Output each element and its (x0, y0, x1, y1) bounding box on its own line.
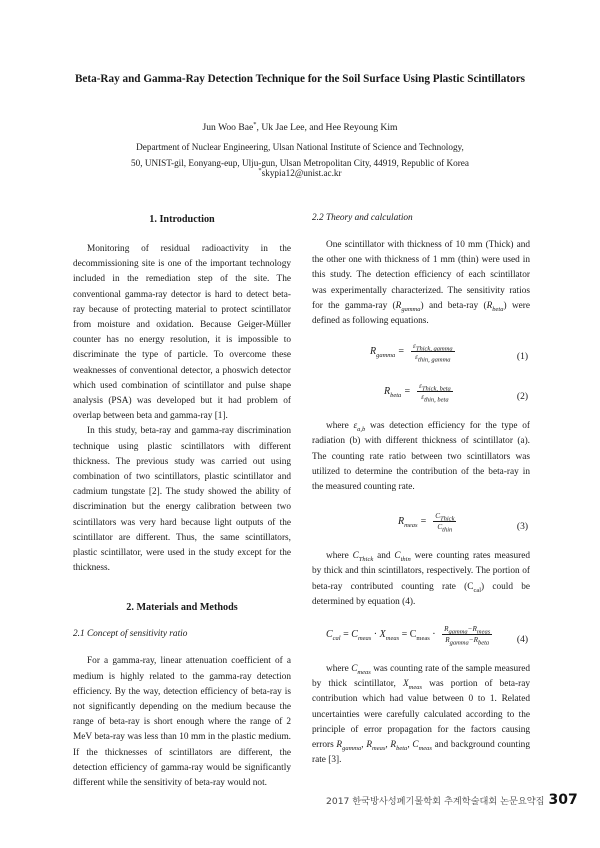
equation-1-label: (1) (516, 352, 528, 363)
intro-paragraph-1: Monitoring of residual radioactivity in the decommissioning site is one of the important technology included in the remediation step of the site. The conventional gamma-ray detector is hard to detect beta-ray because of protecting material to protect scintillator from moisture and oxidation. Because Geiger-Müller counter has no energy resolution, it is impossible to discriminate the type of particle. To overcome these weaknesses of conventional detector, a phoswich detector which used combination of scintillator and pulse shape analysis (PSA) was developed but it had problem of overlap between beta and gamma-ray [1]. (73, 244, 291, 422)
subsection-heading-2-2: 2.2 Theory and calculation (312, 213, 413, 223)
subsection-heading-2-1: 2.1 Concept of sensitivity ratio (73, 629, 188, 640)
theory-paragraph-3: where $C_{Thick}$ and $C_{thin}$ were counting rates measured by thick and thin scintillators, respectively. The portion of beta-ray contributed counting rate $(C_{cal})$ could be determined by equation (4). (312, 551, 530, 607)
author-list (40, 121, 560, 134)
proceedings-title: 2017 한국방사성폐기물학회 추계학술대회 논문요약집 (326, 796, 545, 807)
equation-4: $C_{cal} = C_{meas} \cdot X_{meas} = C_{meas}$ · $\frac{R_{gamma}-R_{meas}}{R_{gamma}-R_{beta}}$ (4) (326, 625, 528, 647)
page-footer (326, 792, 578, 808)
equation-3-label: (3) (516, 522, 528, 533)
equation-3: $R_{meas}$ = $\frac{C_{Thick}}{C_{thin}}$ (3) (398, 512, 528, 534)
section-heading-introduction: 1. Introduction (149, 214, 215, 225)
sensitivity-ratio-paragraph: For a gamma-ray, linear attenuation coefficient of a medium is highly related to the gamma-ray detection efficiency. By the way, detection efficiency of beta-ray is not significantly depending on the medium because the range of beta-ray is short enough where the range of 2 MeV beta-ray was less than 10 mm in the plastic medium. If the thicknesses of scintillators are different, the detection efficiency of gamma-ray would be significantly different while the sensitivity of beta-ray would not. (73, 656, 291, 789)
corresponding-mark: * (253, 120, 257, 128)
page-number: 307 (548, 792, 578, 808)
author-email (40, 167, 560, 179)
email-address: skypia12@unist.ac.kr (261, 168, 342, 178)
author-first: Jun Woo Bae (202, 122, 254, 133)
intro-paragraph-2: In this study, beta-ray and gamma-ray discrimination technique using plastic scintillators with different thickness. The previous study was carried out using combination of two scintillators, plastic scintillator and cadmium tungstate [2]. The study showed the ability of discrimination but the energy calibration between two scintillators was very hard because light outputs of the scintillator are different. Thus, the same scintillators, plastic scintillator, were used in the study except for the thickness. (73, 426, 291, 574)
equation-2-label: (2) (516, 392, 528, 403)
left-column (73, 210, 291, 791)
email-mark: * (258, 166, 262, 174)
theory-paragraph-1: One scintillator with thickness of 10 mm (Thick) and the other one with thickness of 1 mm (thin) were used in this study. The detection efficiency of each scintillator was experimentally characterized. The sensitivity ratios for the gamma-ray $(R_{gamma})$ and beta-ray $(R_{beta})$ were defined as following equations. (312, 240, 531, 327)
equation-2: $R_{beta}$ = $\frac{\varepsilon_{Thick, beta}}{\varepsilon_{thin, beta}}$ (2) (384, 382, 528, 404)
author-rest: , Uk Jae Lee, and Hee Reyoung Kim (256, 122, 398, 133)
theory-paragraph-4: where $C_{meas}$ was counting rate of the sample measured by thick scintillator, $X_{meas}$ was portion of beta-ray contribution which had value between 0 to 1. Related uncertainties were carefully calculated according to the principle of error propagation for the factors causing errors $R_{gamma}$, $R_{meas}$, $R_{beta}$, $C_{meas}$ and background counting rate [3]. (312, 664, 531, 766)
equation-1: $R_{gamma}$ = $\frac{\varepsilon_{Thick, gamma}}{\varepsilon_{thin, gamma}}$ (1) (370, 342, 528, 364)
right-column (312, 210, 530, 768)
equation-4-label: (4) (516, 635, 528, 646)
affiliation-line-1: Department of Nuclear Engineering, Ulsan National Institute of Science and Technology, (136, 142, 464, 152)
affiliation-line-2: 50, UNIST-gil, Eonyang-eup, Ulju-gun, Ulsan Metropolitan City, 44919, Republic of Korea (131, 158, 469, 168)
section-heading-materials-methods: 2. Materials and Methods (126, 602, 238, 614)
theory-paragraph-2: where $\varepsilon_{a,b}$ was detection efficiency for the type of radiation (b) with different thickness of scintillator (a). The counting rate ratio between two scintillators was utilized to determine the contribution of the beta-ray in the measured counting rate. (312, 421, 530, 493)
paper-title: Beta-Ray and Gamma-Ray Detection Technique for the Soil Surface Using Plastic Scintillators (74, 73, 526, 85)
